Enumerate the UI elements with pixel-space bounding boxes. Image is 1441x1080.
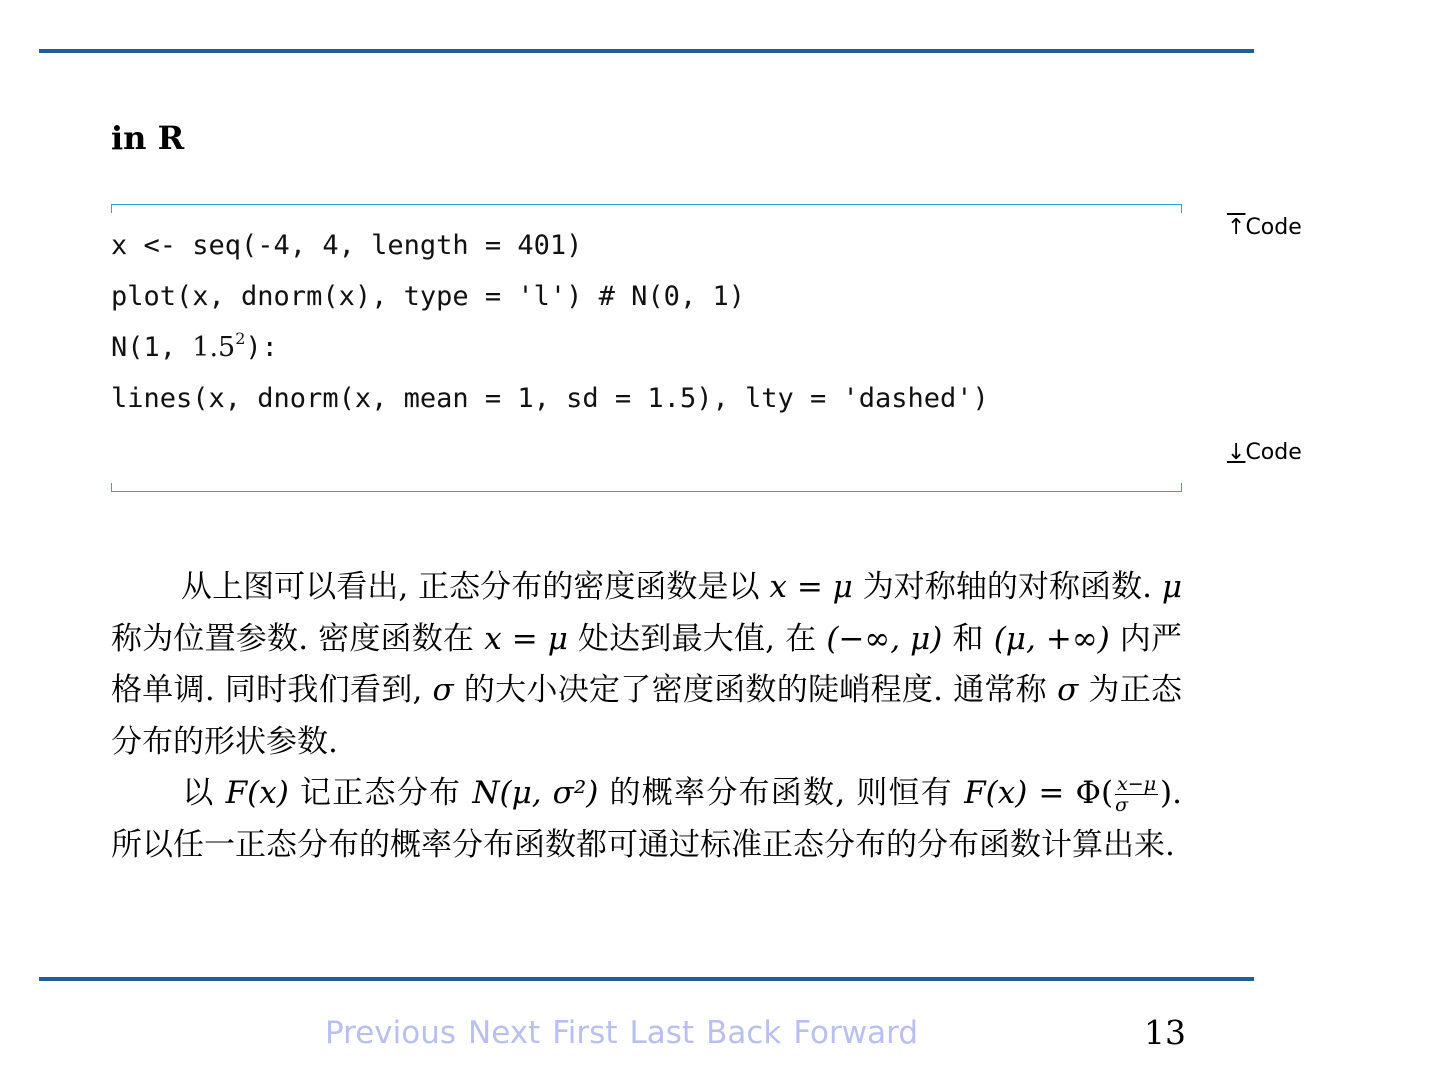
math-inline: x = μ (484, 620, 568, 657)
text-run: 的概率分布函数, 则恒有 (598, 775, 965, 811)
page-number: 13 (1144, 1013, 1186, 1052)
text-run: 从上图可以看出, 正态分布的密度函数是以 (181, 569, 770, 605)
math-inline: x = μ (769, 569, 853, 605)
math-inline: σ (1057, 672, 1079, 708)
code-line-1: x <- seq(-4, 4, length = 401) (111, 230, 583, 261)
text-run: 为正态分布的形状参数. (111, 672, 1182, 760)
nav-back-link[interactable]: Back (706, 1015, 782, 1051)
text-run (1064, 775, 1075, 811)
header-rule (39, 49, 1254, 53)
code-line-3-exponent: 2 (235, 329, 246, 348)
code-line-3-math: 1.5 (192, 332, 236, 363)
math-inline: μ (1161, 569, 1183, 605)
arrow-down-icon: ↓ (1227, 440, 1246, 465)
text-run: . 所以任一正态分布的概率分布函数都可通过标准正态分布的分布函数计算出来. (111, 775, 1183, 863)
fraction (1115, 774, 1158, 815)
code-down-link[interactable] (1227, 438, 1302, 468)
frame-corner (1181, 205, 1182, 213)
code-up-link[interactable] (1227, 213, 1302, 243)
fraction-denominator: σ (1115, 794, 1129, 816)
frame-corner (111, 483, 112, 491)
fraction-numerator: x−μ (1117, 773, 1157, 795)
math-inline: F(x) = (964, 775, 1065, 811)
code-line-3-prefix: N(1, (111, 332, 193, 363)
text-run: 记正态分布 (288, 775, 473, 811)
paragraph-2 (111, 768, 1182, 871)
paragraph-1 (111, 562, 1182, 768)
nav-next-link[interactable]: Next (468, 1015, 541, 1051)
code-line-2: plot(x, dnorm(x), type = 'l') # N(0, 1) (111, 281, 745, 312)
frame-corner (1181, 483, 1182, 491)
text-run: 的大小决定了密度函数的陡峭程度. 通常称 (453, 672, 1058, 708)
math-inline: ) (1160, 775, 1173, 811)
text-run: 为对称轴的对称函数. (852, 569, 1162, 605)
frame-corner (111, 205, 112, 213)
code-line-3-suffix: ): (245, 332, 278, 363)
math-inline: (−∞, μ) (826, 620, 943, 657)
code-down-label: Code (1245, 440, 1302, 465)
code-up-label: Code (1245, 215, 1302, 240)
nav-first-link[interactable]: First (552, 1015, 618, 1051)
footer-navigation (325, 1012, 930, 1054)
math-inline: F(x) (225, 775, 289, 811)
section-title: in R (111, 119, 185, 157)
code-line-3 (111, 330, 278, 366)
text-run: 以 (181, 775, 226, 811)
math-inline: N(μ, σ²) (472, 775, 599, 811)
nav-last-link[interactable]: Last (629, 1015, 695, 1051)
text-run: 内严格单调. 同时我们看到, (111, 620, 1183, 708)
math-inline: Φ( (1075, 775, 1114, 811)
nav-previous-link[interactable]: Previous (325, 1015, 457, 1051)
footer-rule (39, 977, 1254, 981)
text-run: 称为位置参数. 密度函数在 (111, 620, 485, 657)
math-inline: (μ, +∞) (993, 620, 1110, 657)
code-line-4: lines(x, dnorm(x, mean = 1, sd = 1.5), lty = 'dashed') (111, 383, 989, 414)
nav-forward-link[interactable]: Forward (793, 1015, 918, 1051)
text-run: 和 (942, 620, 994, 657)
text-run: 处达到最大值, 在 (567, 620, 827, 657)
arrow-up-icon: ↑ (1227, 215, 1246, 240)
math-inline: σ (432, 672, 454, 708)
